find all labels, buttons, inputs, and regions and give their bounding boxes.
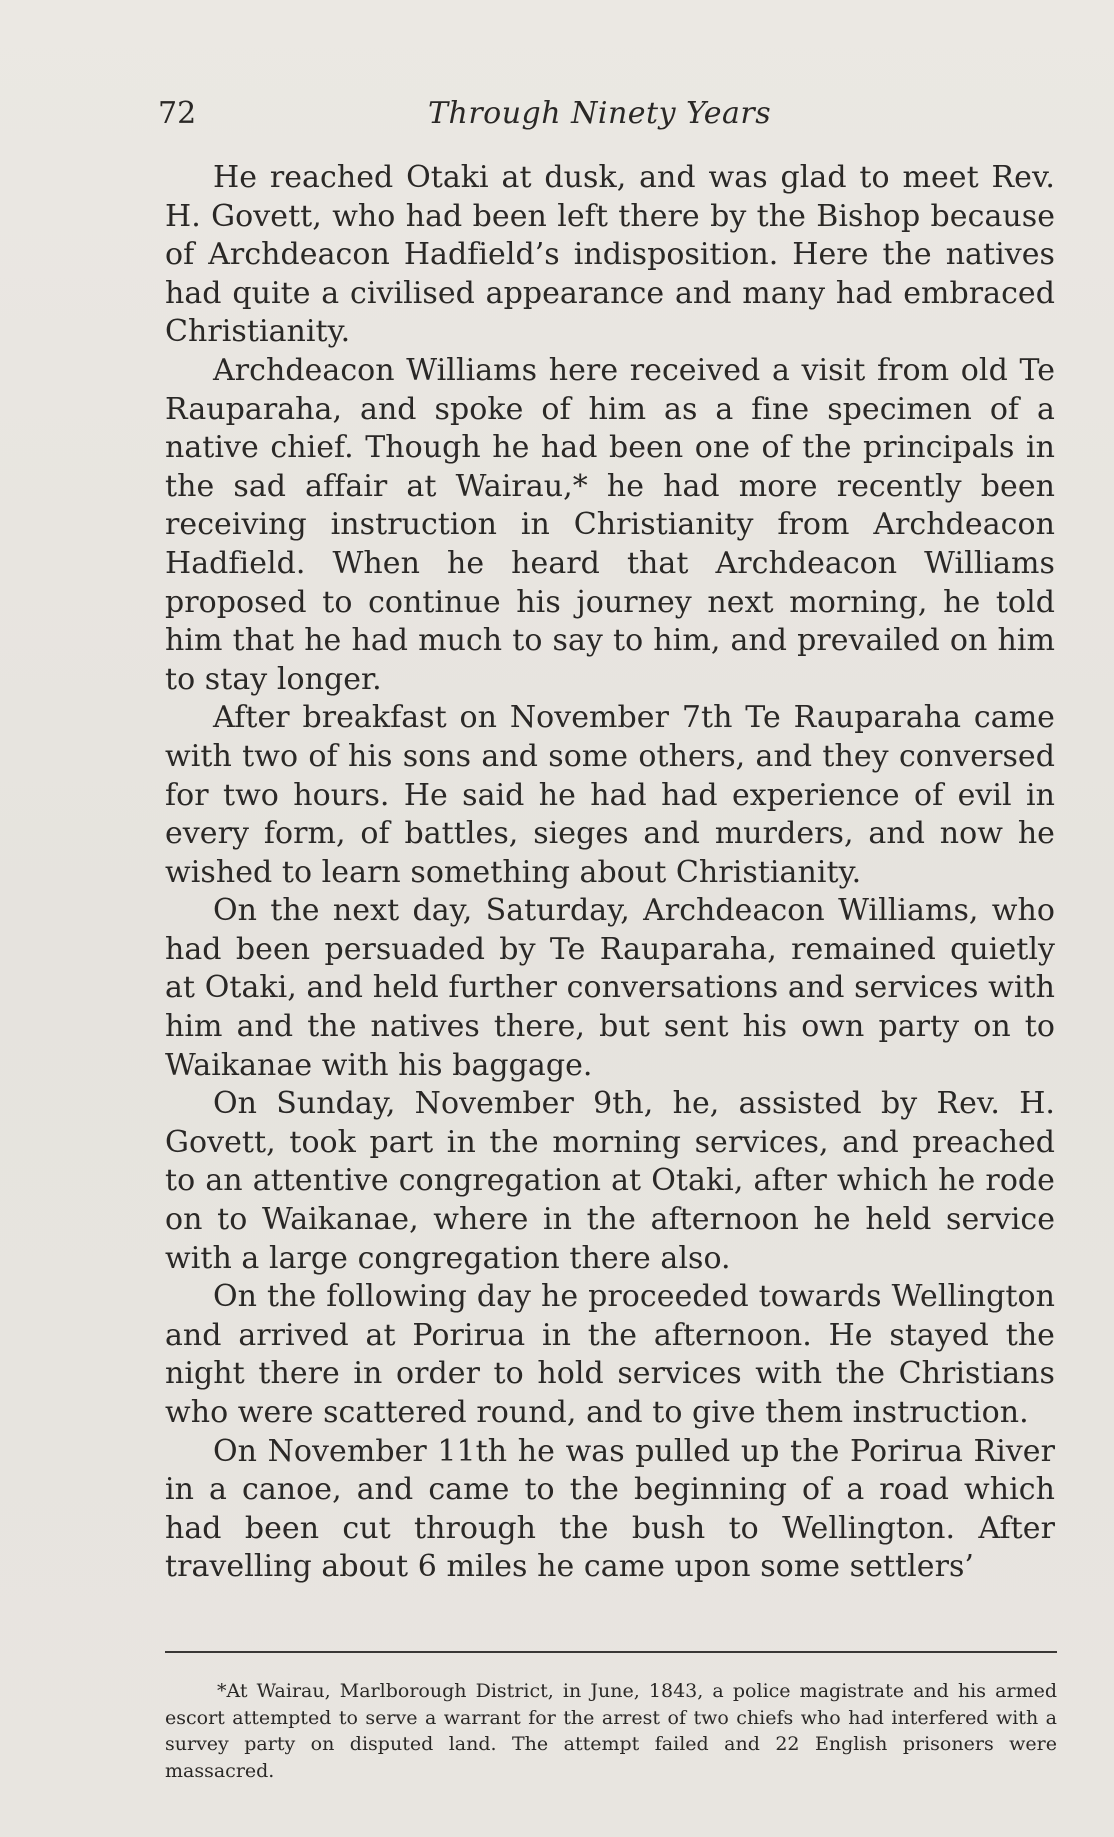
footnote: *At Wairau, Marlborough District, in June, 1843, a police magistrate and his armed escort attempted to serve a warrant for the arrest of two chiefs who had interfered with a survey party on disputed land. The attempt failed and 22 English prisoners were massacred. <box>165 1680 1057 1782</box>
paragraph: Archdeacon Williams here received a visit from old Te Rauparaha, and spoke of him as a fine specimen of a native chief. Though he had been one of the principals in the sad affair at Wairau,* he had more recently been receiving instruction in Christianity from Archdeacon Hadfield. When he heard that Archdeacon Williams proposed to continue his journey next morning, he told him that he had much to say to him, and prevailed on him to stay longer. <box>165 352 1055 697</box>
paragraph: He reached Otaki at dusk, and was glad to meet Rev. H. Govett, who had been left there by the Bishop because of Archdeacon Hadfield’s indisposition. Here the natives had quite a civilised appearance and many had embraced Christianity. <box>165 160 1055 350</box>
footnote-divider <box>165 1651 1057 1653</box>
page-number: 72 <box>158 96 197 131</box>
paragraph: After breakfast on November 7th Te Rauparaha came with two of his sons and some others, and they conversed for two hours. He said he had had experience of evil in every form, of battles, sieges and murders, and now he wished to learn something about Christianity. <box>165 700 1055 890</box>
paragraph: On November 11th he was pulled up the Porirua River in a canoe, and came to the beginning of a road which had been cut through the bush to Wellington. After travelling about 6 miles he came upon some settlers’ <box>165 1433 1055 1585</box>
paragraph: On Sunday, November 9th, he, assisted by Rev. H. Govett, took part in the morning services, and preached to an attentive congregation at Otaki, after which he rode on to Waikanae, where in the afternoon he held service with a large congregation there also. <box>165 1086 1055 1276</box>
paragraph: On the next day, Saturday, Archdeacon Williams, who had been persuaded by Te Rauparaha, remained quietly at Otaki, and held further conversations and services with him and the natives there, but sent his own party on to Waikanae with his baggage. <box>165 893 1055 1083</box>
body-text <box>165 159 1055 1587</box>
page-header <box>158 96 1058 136</box>
paragraph: On the following day he proceeded towards Wellington and arrived at Porirua in the afternoon. He stayed the night there in order to hold services with the Christians who were scattered round, and to give them instruction. <box>165 1279 1055 1430</box>
running-title: Through Ninety Years <box>428 96 772 131</box>
